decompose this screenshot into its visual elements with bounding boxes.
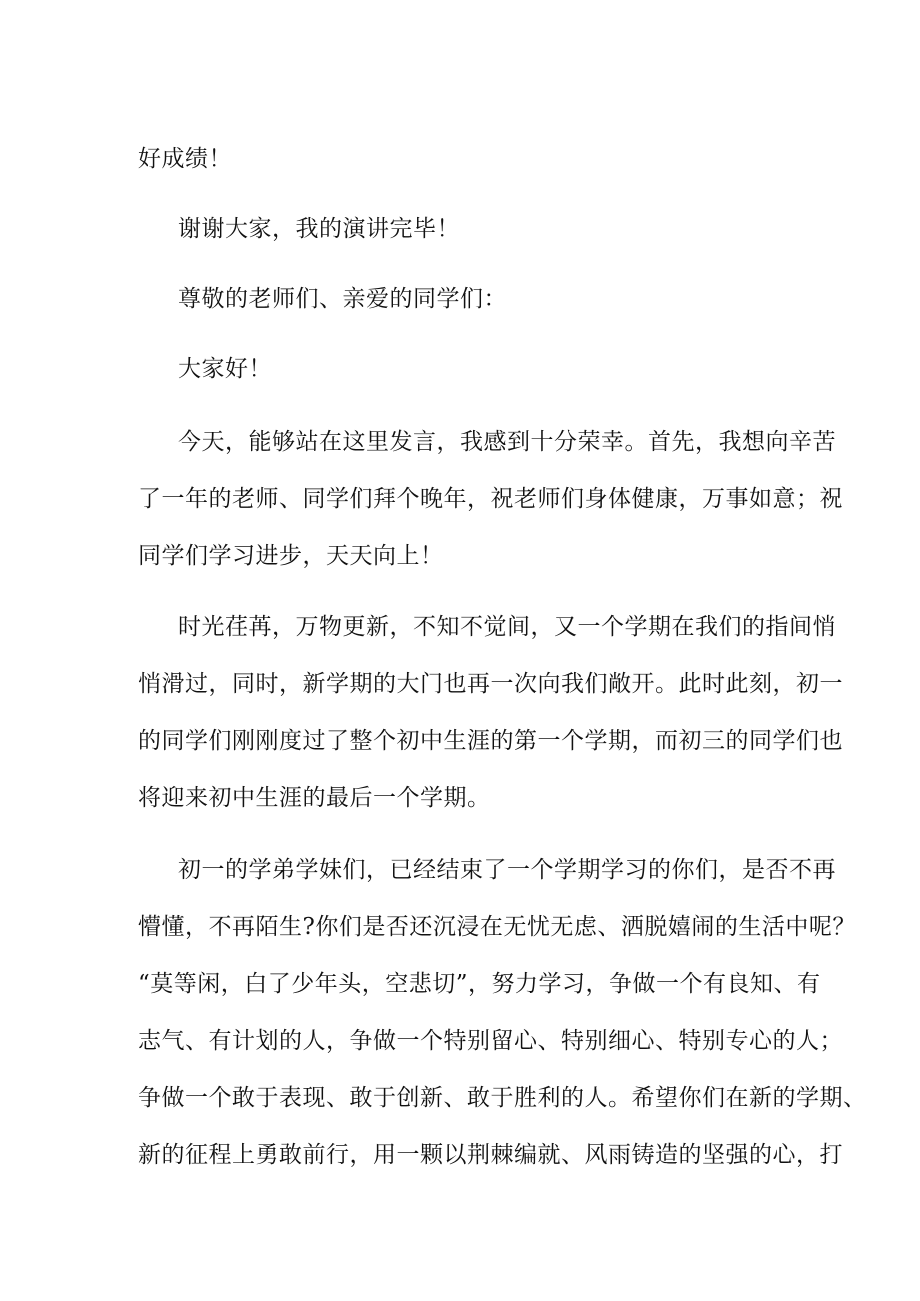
text-line-17: 新的征程上勇敢前行，用一颗以荆棘编就、风雨铸造的坚强的心，打 [138, 1142, 843, 1168]
text-line-15: 志气、有计划的人，争做一个特别留心、特别细心、特别专心的人； [138, 1028, 843, 1054]
text-line-11: 将迎来初中生涯的最后一个学期。 [138, 785, 491, 811]
text-line-16: 争做一个敢于表现、敢于创新、敢于胜利的人。希望你们在新的学期、 [138, 1085, 867, 1111]
text-line-5: 今天，能够站在这里发言，我感到十分荣幸。首先，我想向辛苦 [178, 429, 836, 455]
text-line-13: 懵懂，不再陌生?你们是否还沉浸在无忧无虑、洒脱嬉闹的生活中呢？ [138, 914, 856, 940]
text-line-4: 大家好！ [178, 356, 272, 382]
text-line-6: 了一年的老师、同学们拜个晚年，祝老师们身体健康，万事如意；祝 [138, 486, 843, 512]
text-line-14: “莫等闲，白了少年头，空悲切”，努力学习，争做一个有良知、有 [138, 971, 821, 997]
text-line-2: 谢谢大家，我的演讲完毕！ [178, 216, 460, 242]
text-line-9: 悄滑过，同时，新学期的大门也再一次向我们敞开。此时此刻，初一 [138, 671, 843, 697]
text-line-7: 同学们学习进步，天天向上！ [138, 543, 444, 569]
text-line-3: 尊敬的老师们、亲爱的同学们： [178, 286, 507, 312]
text-line-8: 时光荏苒，万物更新，不知不觉间，又一个学期在我们的指间悄 [178, 614, 836, 640]
text-line-1: 好成绩！ [138, 146, 232, 172]
text-line-12: 初一的学弟学妹们，已经结束了一个学期学习的你们，是否不再 [178, 857, 836, 883]
text-line-10: 的同学们刚刚度过了整个初中生涯的第一个学期，而初三的同学们也 [138, 728, 843, 754]
